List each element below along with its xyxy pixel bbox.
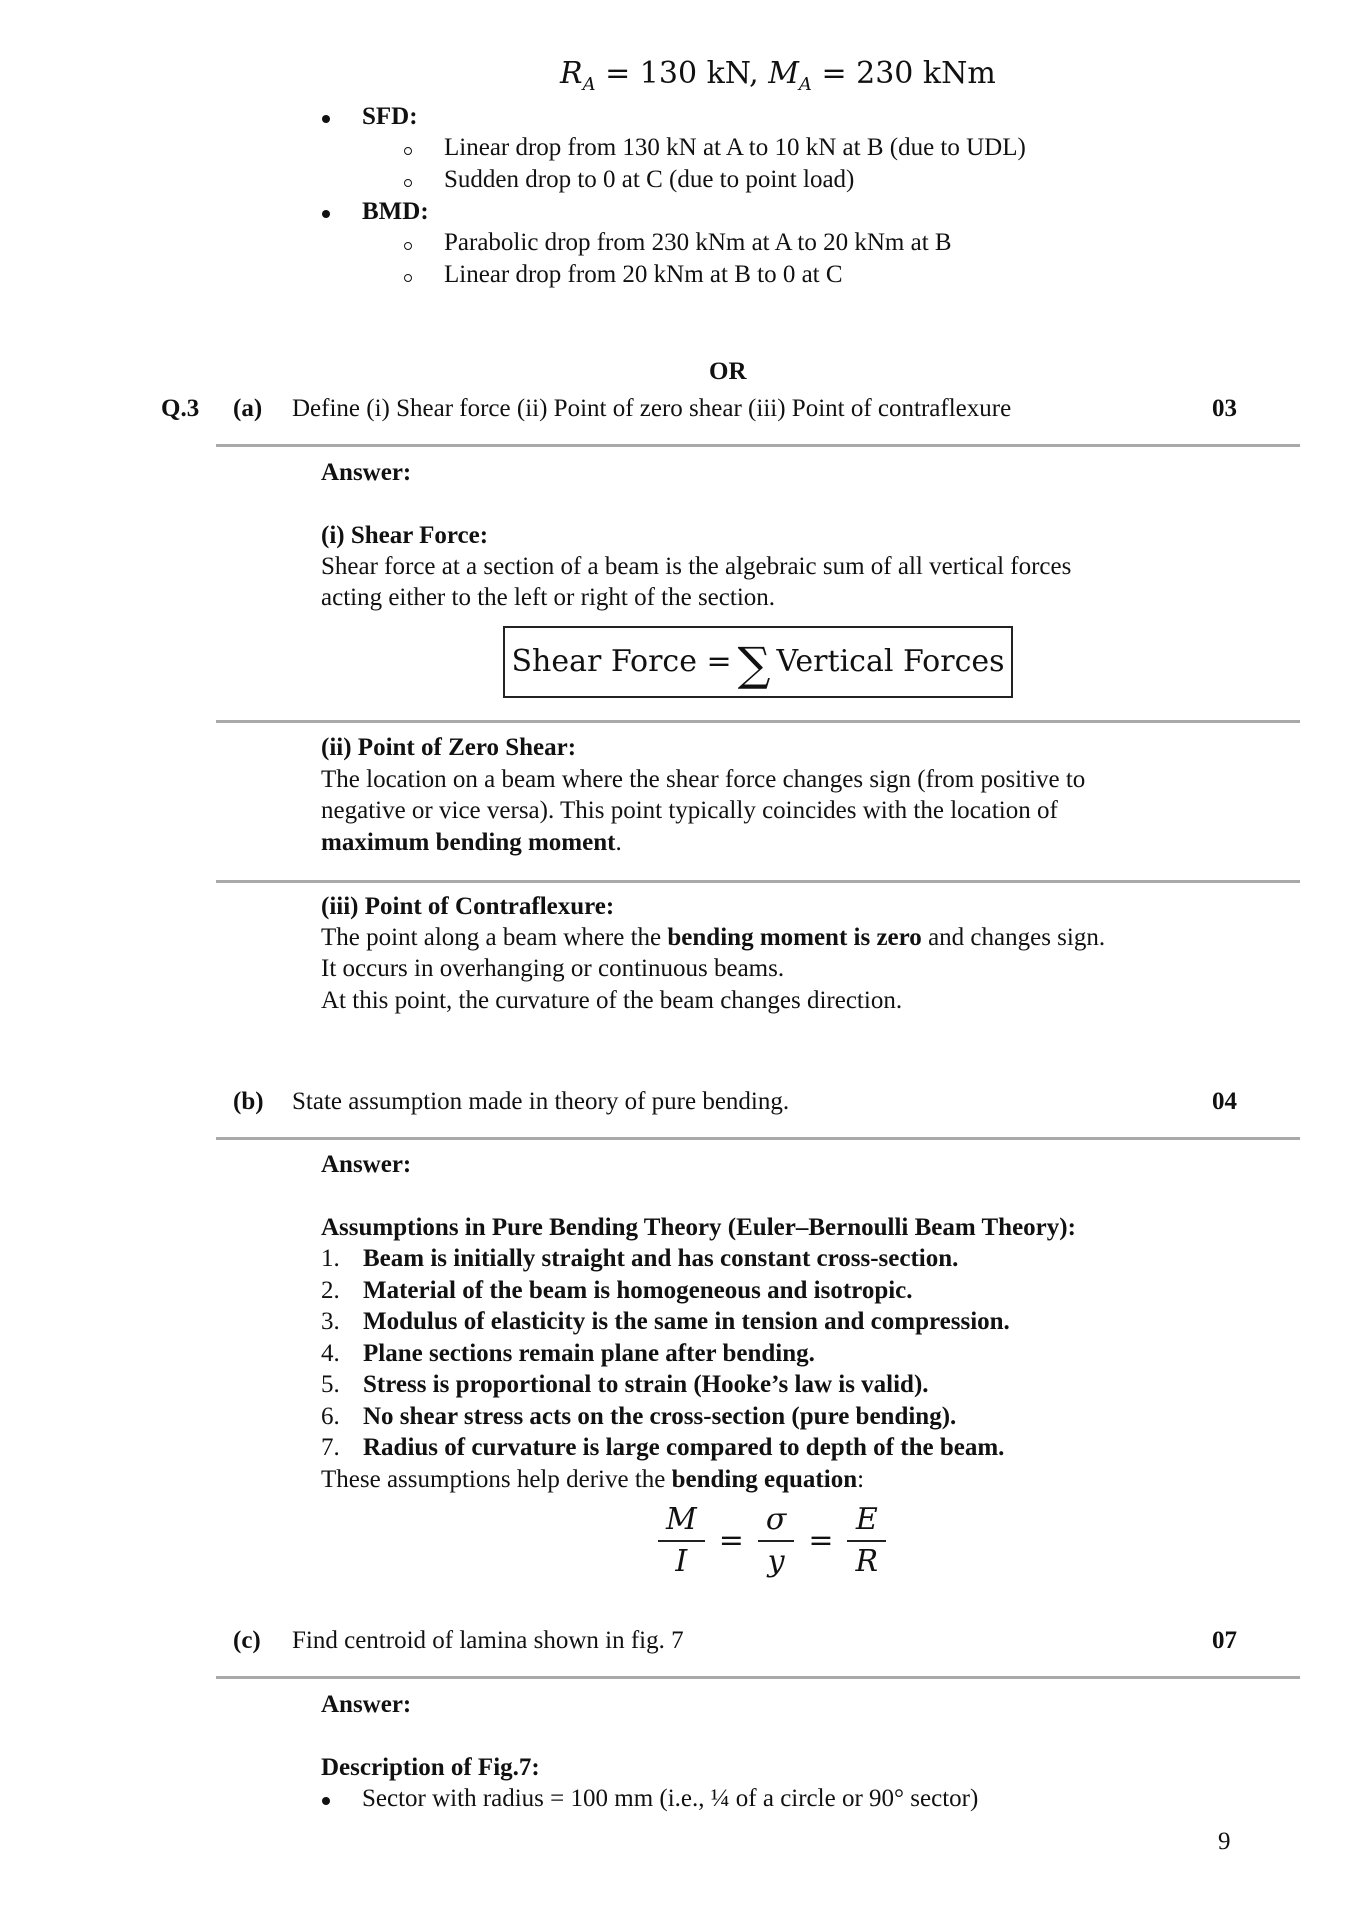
sub-bullet-icon (404, 147, 412, 155)
section-heading: (i) Shear Force: (321, 522, 489, 549)
page-number: 9 (1218, 1828, 1231, 1855)
bullet-icon (322, 210, 330, 218)
sub-bullet-icon (404, 274, 412, 282)
bmd-item: Linear drop from 20 kNm at B to 0 at C (444, 261, 843, 288)
assumption-item: 5. Stress is proportional to strain (Hooke’s law is valid). (321, 1371, 929, 1398)
answer-label: Answer: (321, 459, 412, 486)
answer-label: Answer: (321, 1691, 412, 1718)
description-item: Sector with radius = 100 mm (i.e., ¼ of a circle or 90° sector) (362, 1785, 979, 1812)
part-label: (a) (233, 395, 263, 422)
question-text: Find centroid of lamina shown in fig. 7 (292, 1627, 684, 1654)
assumption-item: 1. Beam is initially straight and has constant cross-section. (321, 1245, 959, 1272)
bullet-icon (322, 1797, 330, 1805)
sfd-item: Linear drop from 130 kN at A to 10 kN at B (due to UDL) (444, 134, 1026, 161)
sub-bullet-icon (404, 179, 412, 187)
section-heading: Description of Fig.7: (321, 1754, 540, 1781)
marks: 07 (1212, 1627, 1237, 1654)
section-heading: (iii) Point of Contraflexure: (321, 893, 615, 920)
divider (216, 880, 1300, 883)
paragraph-line: The location on a beam where the shear force changes sign (from positive to (321, 766, 1086, 793)
section-heading: Assumptions in Pure Bending Theory (Euler–Bernoulli Beam Theory): (321, 1214, 1076, 1241)
sfd-label: SFD: (362, 103, 418, 130)
divider (216, 720, 1300, 723)
fraction: $\frac{E}{R}$ (847, 1500, 886, 1582)
or-separator: OR (709, 358, 747, 385)
paragraph-line: acting either to the left or right of the section. (321, 584, 776, 611)
section-heading: (ii) Point of Zero Shear: (321, 734, 577, 761)
assumption-item: 2. Material of the beam is homogeneous and isotropic. (321, 1277, 913, 1304)
shear-force-formula: Shear Force = ∑ Vertical Forces (503, 626, 1013, 698)
paragraph-line: The point along a beam where the bending moment is zero and changes sign. (321, 924, 1106, 951)
paragraph-line: negative or vice versa). This point typically coincides with the location of (321, 797, 1058, 824)
question-text: Define (i) Shear force (ii) Point of zero shear (iii) Point of contraflexure (292, 395, 1012, 422)
reaction-equation: $R_A = 130$ kN, $M_A = 230$ kNm (560, 56, 996, 95)
bullet-icon (322, 115, 330, 123)
question-number: Q.3 (161, 395, 200, 422)
marks: 04 (1212, 1088, 1237, 1115)
part-label: (c) (233, 1627, 261, 1654)
fraction: $\frac{M}{I}$ (658, 1500, 705, 1582)
bmd-label: BMD: (362, 198, 429, 225)
divider (216, 1137, 1300, 1140)
divider (216, 444, 1300, 447)
assumption-item: 3. Modulus of elasticity is the same in tension and compression. (321, 1308, 1010, 1335)
paragraph-line: Shear force at a section of a beam is the algebraic sum of all vertical forces (321, 553, 1072, 580)
bmd-item: Parabolic drop from 230 kNm at A to 20 kNm at B (444, 229, 952, 256)
answer-label: Answer: (321, 1151, 412, 1178)
sfd-item: Sudden drop to 0 at C (due to point load) (444, 166, 855, 193)
assumption-item: 7. Radius of curvature is large compared to depth of the beam. (321, 1434, 1005, 1461)
paragraph-line: These assumptions help derive the bending equation: (321, 1466, 865, 1493)
assumption-item: 6. No shear stress acts on the cross-section (pure bending). (321, 1403, 957, 1430)
paragraph-line: At this point, the curvature of the beam changes direction. (321, 987, 903, 1014)
assumption-item: 4. Plane sections remain plane after bending. (321, 1340, 815, 1367)
part-label: (b) (233, 1088, 264, 1115)
fraction: $\frac{\sigma}{y}$ (758, 1500, 794, 1582)
marks: 03 (1212, 395, 1237, 422)
question-text: State assumption made in theory of pure bending. (292, 1088, 790, 1115)
divider (216, 1676, 1300, 1679)
paragraph-line: maximum bending moment. (321, 829, 622, 856)
sub-bullet-icon (404, 242, 412, 250)
bending-equation: $\frac{M}{I}$ = $\frac{\sigma}{y}$ = $\frac{E}{R}$ (656, 1500, 888, 1582)
paragraph-line: It occurs in overhanging or continuous beams. (321, 955, 785, 982)
